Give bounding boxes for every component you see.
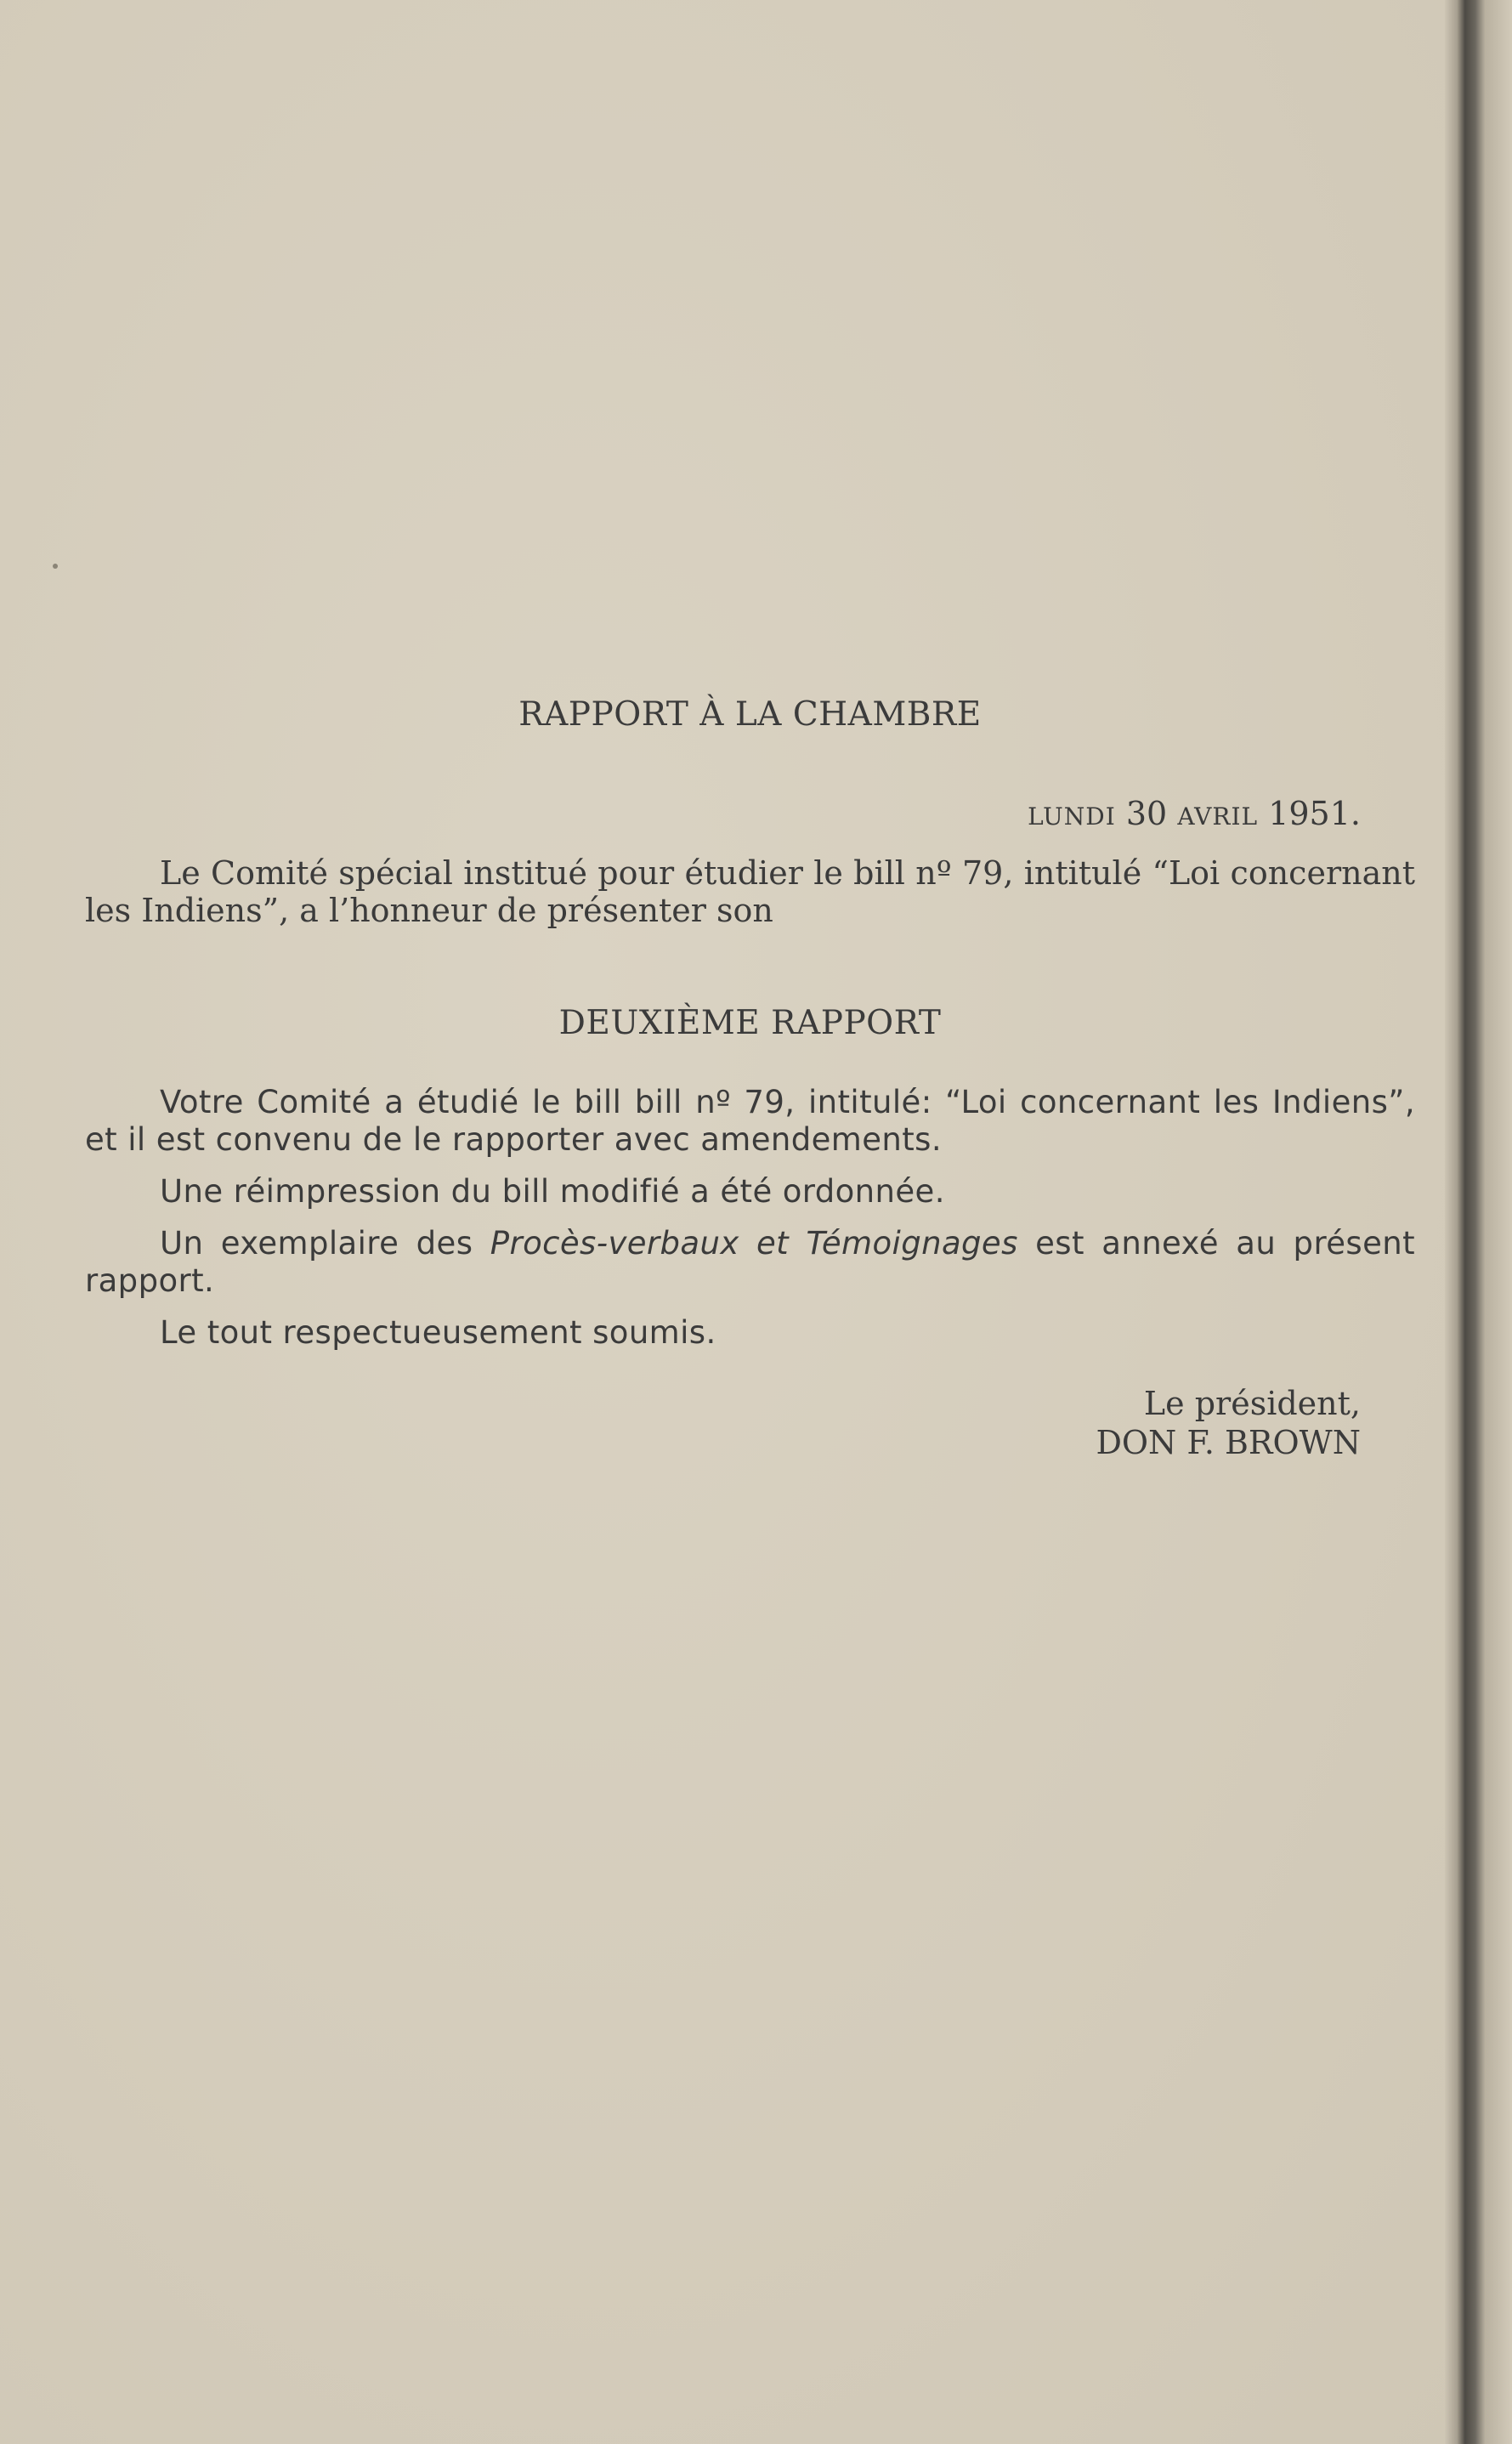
intro-paragraph — [85, 854, 1415, 929]
body-paragraph-reprint: Une réimpression du bill modifié a été ordonnée. — [160, 1173, 945, 1210]
body-paragraph-annex — [85, 1225, 1415, 1300]
book-gutter — [1445, 0, 1512, 2444]
annex-text-before: Un exemplaire des — [160, 1225, 490, 1262]
date-day-number: 30 — [1125, 795, 1168, 832]
signature-role: Le président, — [1143, 1385, 1361, 1422]
annex-text-after: est annexé au présent rapport. — [85, 1225, 1416, 1299]
report-heading: DEUXIÈME RAPPORT — [558, 1004, 942, 1042]
report-body — [85, 1084, 1415, 1366]
date-month: AVRIL — [1177, 802, 1259, 831]
document-title: RAPPORT À LA CHAMBRE — [518, 695, 982, 734]
annex-text-italic: Procès-verbaux et Témoignages — [490, 1225, 1018, 1262]
body-paragraph-study: Votre Comité a étudié le bill bill nº 79, intitulé: “Loi concernant les Indiens”, et il est convenu de le rapporter avec amendements. — [85, 1084, 1415, 1158]
signature-block — [1096, 1384, 1361, 1462]
paper-speck — [53, 564, 58, 569]
intro-text: Le Comité spécial institué pour étudier le bill nº 79, intitulé “Loi concernant les Indiens”, a l’honneur de présenter son — [85, 854, 1415, 929]
body-paragraph-closing: Le tout respectueusement soumis. — [160, 1314, 716, 1351]
date-year: 1951. — [1268, 795, 1361, 832]
report-date — [1028, 795, 1361, 832]
signature-name: DON F. BROWN — [1096, 1424, 1361, 1461]
date-day: LUNDI — [1028, 802, 1116, 831]
